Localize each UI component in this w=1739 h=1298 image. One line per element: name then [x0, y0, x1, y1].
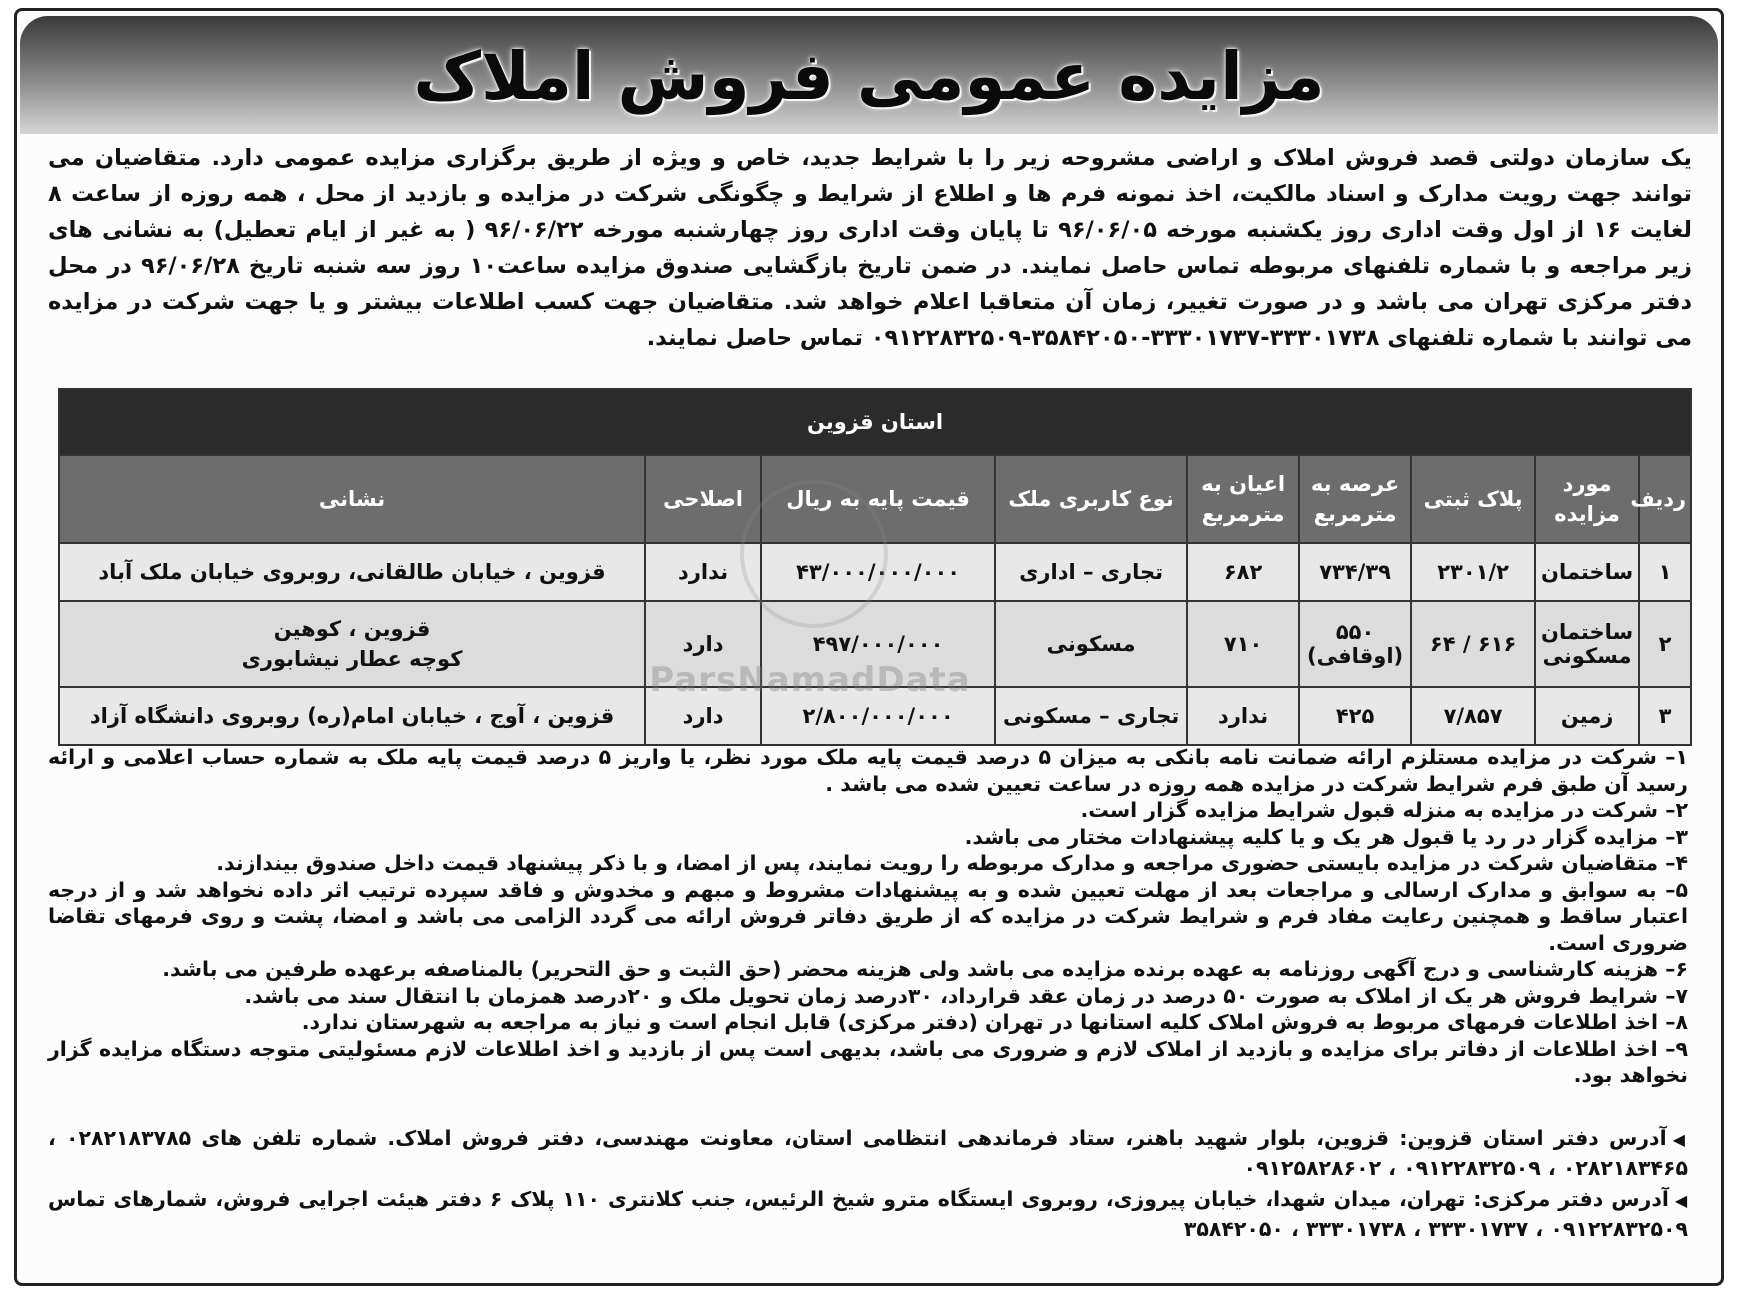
- table-row: [59, 687, 1691, 745]
- cell-plate: ۶۱۶ / ۶۴: [1411, 601, 1535, 687]
- condition-item: ۶– هزینه کارشناسی و درج آگهی روزنامه به عهده برنده مزایده می باشد ولی هزینه محضر (حق الثبت و حق التحریر) بالمناصفه برعهده طرفین می باشد.: [162, 957, 1688, 981]
- header-reform: اصلاحی: [645, 455, 761, 543]
- cell-land-area: ۴۲۵: [1299, 687, 1411, 745]
- table-row: [59, 543, 1691, 601]
- table-header-row: [59, 455, 1691, 543]
- intro-text: یک سازمان دولتی قصد فروش املاک و اراضی مشروحه زیر را با شرایط جدید، خاص و ویژه از طریق برگزاری مزایده عمومی دارد. متقاضیان می توانند جهت رویت مدارک و اسناد مالکیت، اخذ نمونه فرم ها و اطلاع از شرایط و چگونگی شرکت در مزایده و بازدید از محل ، همه روزه از ساعت ۸ لغایت ۱۶ از اول وقت اداری روز یکشنبه مورخه ۹۶/۰۶/۰۵ تا پایان وقت اداری روز چهارشنبه مورخه ۹۶/۰۶/۲۲ ( به غیر از ایام تعطیل) به نشانی های زیر مراجعه و با شماره تلفنهای مربوطه تماس حاصل نمایند. در ضمن تاریخ بازگشایی صندوق مزایده ساعت۱۰ روز سه شنبه تاریخ ۹۶/۰۶/۲۸ در محل دفتر مرکزی تهران می باشد و در صورت تغییر، زمان آن متعاقبا اعلام خواهد شد. متقاضیان جهت کسب اطلاعات بیشتر و یا جهت شرکت در مزایده می توانند با شماره تلفنهای ۳۳۳۰۱۷۳۸-۳۳۳۰۱۷۳۷-۳۵۸۴۲۰۵۰-۰۹۱۲۲۸۳۲۵۰۹ تماس حاصل نمایند.: [48, 145, 1693, 351]
- conditions-list: [48, 744, 1688, 1089]
- cell-land-area: ۷۳۴/۳۹: [1299, 543, 1411, 601]
- office-qazvin: [48, 1124, 1688, 1183]
- condition-item: ۸– اخذ اطلاعات فرمهای مربوط به فروش املاک کلیه استانها در تهران (دفتر مرکزی) قابل انجام است و نیاز به مراجعه به شهرستان ندارد.: [301, 1010, 1688, 1034]
- office-addresses: [48, 1124, 1688, 1246]
- condition-item: ۳– مزایده گزار در رد یا قبول هر یک و یا کلیه پیشنهادات مختار می باشد.: [964, 824, 1688, 849]
- triangle-bullet-icon: ◀: [1674, 1191, 1689, 1210]
- condition-item: ۷– شرایط فروش هر یک از املاک به صورت ۵۰ درصد در زمان عقد قرارداد، ۳۰درصد زمان تحویل ملک و ۲۰درصد همزمان با انتقال سند می باشد.: [244, 983, 1688, 1008]
- header-building-area: اعیان به مترمربع: [1187, 455, 1299, 543]
- condition-item: ۵– به سوابق و مدارک ارسالی و مراجعات بعد از مهلت تعیین شده و به پیشنهادات مشروط و مبهم و مخدوش و فاقد سپرده ترتیب اثر داده نخواهد شد و از درجه اعتبار ساقط و همچنین رعایت مفاد فرم و شرایط شرکت در مزایده که از طریق دفاتر فروش ارائه می گردد الزامی می باشد و امضا، پشت و روی فرمهای تقاضا ضروری است.: [48, 877, 1688, 955]
- cell-row-number: ۱: [1639, 543, 1691, 601]
- cell-base-price: ۴۹۷/۰۰۰/۰۰۰: [761, 601, 995, 687]
- cell-address: قزوین ، آوج ، خیابان امام(ره) روبروی دانشگاه آزاد: [59, 687, 645, 745]
- province-heading: استان قزوین: [59, 389, 1691, 455]
- cell-usage: تجاری – اداری: [995, 543, 1187, 601]
- office-central: [48, 1185, 1688, 1244]
- cell-plate: ۲۳۰۱/۲: [1411, 543, 1535, 601]
- cell-address: قزوین ، خیابان طالقانی، روبروی خیابان ملک آباد: [59, 543, 645, 601]
- watermark-text: ParsNamadData: [649, 660, 971, 700]
- header-item: مورد مزایده: [1535, 455, 1639, 543]
- cell-row-number: ۲: [1639, 601, 1691, 687]
- notice-header: [20, 16, 1718, 134]
- header-base-price: قیمت پایه به ریال: [761, 455, 995, 543]
- intro-paragraph: [48, 140, 1692, 356]
- cell-item: ساختمان: [1535, 543, 1639, 601]
- cell-building-area: ندارد: [1187, 687, 1299, 745]
- cell-base-price: ۴۳/۰۰۰/۰۰۰/۰۰۰: [761, 543, 995, 601]
- cell-address: قزوین ، کوهین کوچه عطار نیشابوری: [59, 601, 645, 687]
- cell-row-number: ۳: [1639, 687, 1691, 745]
- auction-table: [58, 388, 1692, 746]
- header-plate: پلاک ثبتی: [1411, 455, 1535, 543]
- cell-item: زمین: [1535, 687, 1639, 745]
- cell-plate: ۷/۸۵۷: [1411, 687, 1535, 745]
- cell-item: ساختمان مسکونی: [1535, 601, 1639, 687]
- header-land-area: عرصه به مترمربع: [1299, 455, 1411, 543]
- cell-building-area: ۶۸۲: [1187, 543, 1299, 601]
- condition-item: ۲– شرکت در مزایده به منزله قبول شرایط مزایده گزار است.: [1080, 798, 1688, 822]
- cell-reform: ندارد: [645, 543, 761, 601]
- notice-title: مزایده عمومی فروش املاک: [413, 38, 1325, 115]
- header-address: نشانی: [59, 455, 645, 543]
- condition-item: ۴– متقاضیان شرکت در مزایده بایستی حضوری مراجعه و مدارک مربوطه را رویت نمایند، پس از امضا، و با ذکر پیشنهاد قیمت داخل صندوق بیندازند.: [216, 851, 1688, 875]
- table-row: [59, 601, 1691, 687]
- cell-building-area: ۷۱۰: [1187, 601, 1299, 687]
- cell-usage: تجاری – مسکونی: [995, 687, 1187, 745]
- header-usage: نوع کاربری ملک: [995, 455, 1187, 543]
- header-row-number: ردیف: [1639, 455, 1691, 543]
- cell-reform: دارد: [645, 601, 761, 687]
- condition-item: ۱– شرکت در مزایده مستلزم ارائه ضمانت نامه بانکی به میزان ۵ درصد قیمت پایه ملک مورد نظر، یا واریز ۵ درصد قیمت پایه ملک به شماره حساب اعلامی و ارائه رسید آن طبق فرم شرایط شرکت در مزایده همه روزه در ساعت تعیین شده می باشد .: [48, 745, 1688, 796]
- cell-base-price: ۲/۸۰۰/۰۰۰/۰۰۰: [761, 687, 995, 745]
- condition-item: ۹– اخذ اطلاعات از دفاتر برای مزایده و بازدید از املاک لازم و ضروری می باشد، بدیهی است پس از بازدید و اخذ اطلاعات لازم مسئولیتی متوجه دستگاه مزایده گزار نخواهد بود.: [48, 1036, 1688, 1087]
- cell-land-area: ۵۵۰ (اوقافی): [1299, 601, 1411, 687]
- cell-usage: مسکونی: [995, 601, 1187, 687]
- office-qazvin-text: آدرس دفتر استان قزوین: قزوین، بلوار شهید باهنر، ستاد فرماندهی انتظامی استان، معاونت مهندسی، دفتر فروش املاک. شماره تلفن های ۰۲۸۲۱۸۳۷۸۵ ، ۰۲۸۲۱۸۳۴۶۵ ، ۰۹۱۲۲۸۳۲۵۰۹ ، ۰۹۱۲۵۸۲۸۶۰۲: [48, 1126, 1688, 1180]
- cell-reform: دارد: [645, 687, 761, 745]
- office-central-text: آدرس دفتر مرکزی: تهران، میدان شهدا، خیابان پیروزی، روبروی ایستگاه مترو شیخ الرئیس، جنب کلانتری ۱۱۰ پلاک ۶ دفتر هیئت اجرایی فروش، شمارهای تماس ۰۹۱۲۲۸۳۲۵۰۹ ، ۳۳۳۰۱۷۳۷ ، ۳۳۳۰۱۷۳۸ ، ۳۵۸۴۲۰۵۰: [48, 1187, 1688, 1241]
- triangle-bullet-icon: ◀: [1672, 1130, 1688, 1149]
